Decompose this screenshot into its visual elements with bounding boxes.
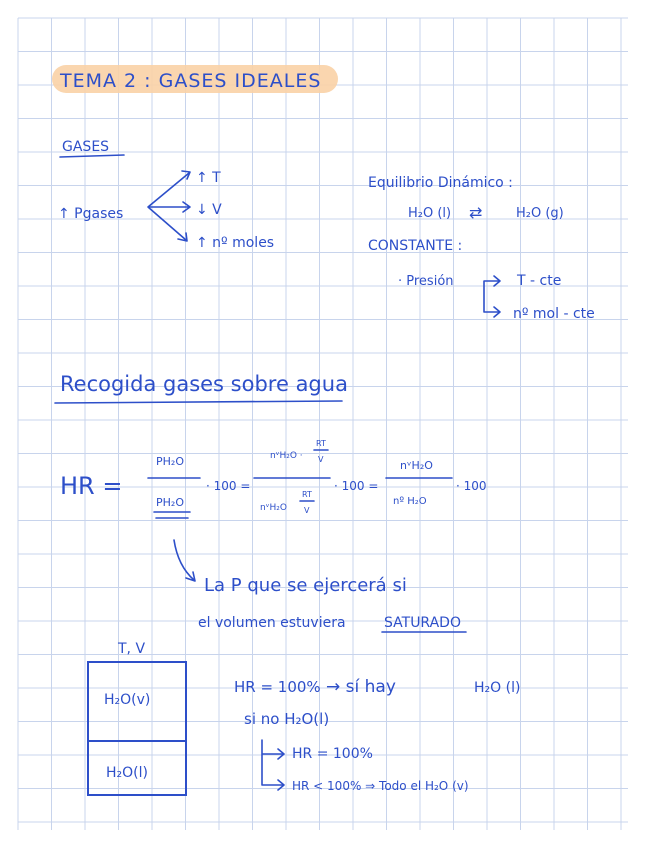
note-saturado: SATURADO [384, 615, 461, 631]
formula-lhs: HR = [60, 472, 123, 500]
case-saturated: HR = 100% [292, 746, 373, 762]
fraction2-denominator: nᵛH₂O [260, 503, 287, 513]
diagram-label: T, V [118, 641, 146, 657]
note-line-1: La P que se ejercerá si [204, 575, 407, 596]
pressure-label: · Presión [398, 274, 454, 289]
fraction1-numerator: PH₂O [156, 455, 184, 468]
fraction2-num-rt: RT [316, 439, 326, 448]
conclusion-hr-100: HR = 100% [234, 678, 321, 696]
case-unsaturated: HR < 100% ⇒ Todo el H₂O (v) [292, 779, 469, 793]
fraction2-numerator: nᵛH₂O · [270, 451, 303, 461]
condition-temperature: T - cte [517, 273, 562, 289]
conclusion-si-hay: → sí hay [326, 677, 396, 697]
times-100-first: · 100 = [206, 479, 251, 493]
fraction3-denominator: nº H₂O [393, 496, 427, 507]
gases-left-label: ↑ Pgases [58, 206, 124, 222]
container-top-phase: H₂O(v) [104, 692, 151, 708]
fraction1-denominator: PH₂O [156, 496, 184, 509]
times-100-second: · 100 = [334, 479, 379, 493]
equilibrium-title: Equilibrio Dinámico : [368, 175, 513, 191]
times-100-third: · 100 [456, 479, 487, 493]
effect-temperature: ↑ T [196, 170, 221, 186]
container-bottom-phase: H₂O(l) [106, 765, 148, 781]
gases-heading: GASES [62, 139, 110, 155]
fraction2-num-v: V [318, 455, 324, 464]
equilibrium-right: H₂O (g) [516, 206, 564, 221]
effect-moles: ↑ nº moles [196, 235, 275, 251]
recogida-heading: Recogida gases sobre agua [60, 372, 348, 396]
effect-volume: ↓ V [196, 202, 222, 218]
page-title: TEMA 2 : GASES IDEALES [60, 70, 322, 92]
title-block [52, 65, 338, 93]
conclusion-liquid: H₂O (l) [474, 680, 521, 696]
fraction3-numerator: nᵛH₂O [400, 459, 433, 472]
constant-label: CONSTANTE : [368, 238, 463, 254]
note-line-2: el volumen estuviera [198, 615, 346, 631]
condition-moles: nº mol - cte [513, 306, 595, 322]
equilibrium-left: H₂O (l) [408, 206, 452, 221]
fraction2-den-v: V [304, 506, 310, 515]
conclusion-si-no: si no H₂O(l) [244, 710, 330, 728]
equilibrium-arrows: ⇄ [469, 203, 483, 222]
fraction2-den-rt: RT [302, 490, 312, 499]
